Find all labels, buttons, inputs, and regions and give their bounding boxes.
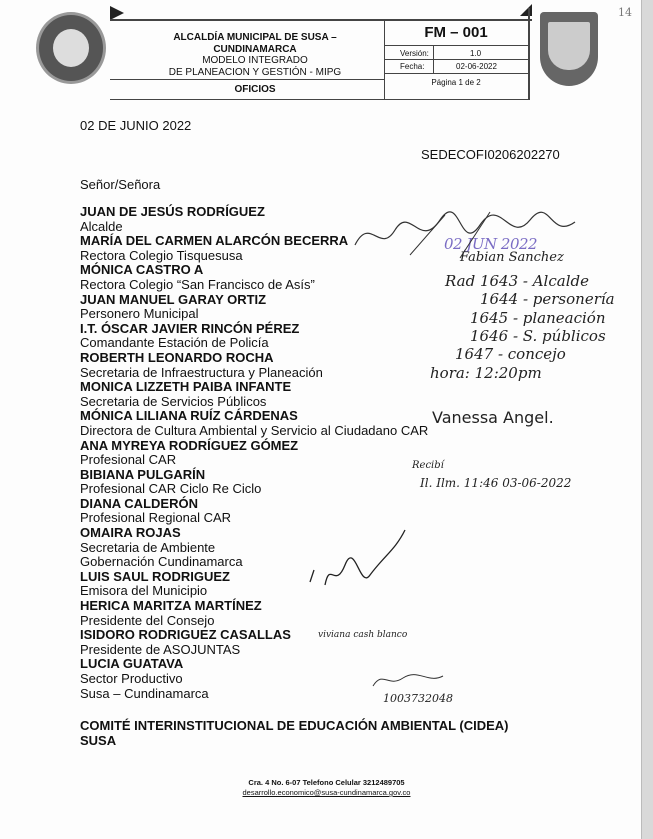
recipient-name: ANA MYREYA RODRÍGUEZ GÓMEZ	[80, 437, 299, 453]
received-stamp: 02 JUN 2022	[444, 235, 538, 253]
salutation: Señor/Señora	[80, 177, 161, 192]
scan-edge	[641, 0, 653, 839]
recipient-role: Secretaria de Infraestructura y Planeación	[80, 364, 323, 380]
handwritten-note: 1647 - concejo	[455, 345, 566, 363]
recipient-role: Rectora Colegio Tisquesusa	[80, 247, 243, 263]
footer-address: Cra. 4 No. 6-07 Telefono Celular 3212489705	[248, 778, 405, 787]
version-label: Versión:	[400, 49, 429, 58]
recipient-name: DIANA CALDERÓN	[80, 495, 198, 511]
signature	[368, 668, 448, 693]
recipient-role: Presidente de ASOJUNTAS	[80, 641, 241, 657]
recipient-name: HERICA MARITZA MARTÍNEZ	[80, 598, 262, 614]
handwritten-viviana: viviana cash blanco	[318, 630, 408, 640]
recipient-name: OMAIRA ROJAS	[80, 525, 181, 541]
recipient-name: I.T. ÓSCAR JAVIER RINCÓN PÉREZ	[80, 320, 300, 336]
susa-shield-logo	[540, 12, 598, 86]
recipient-role: Directora de Cultura Ambiental y Servicio al Ciudadano CAR	[80, 422, 429, 438]
recipient-name: ISIDORO RODRIGUEZ CASALLAS	[80, 627, 291, 643]
handwritten-date: Il. Ilm. 11:46 03-06-2022	[420, 476, 572, 490]
recipient-role: Emisora del Municipio	[80, 583, 208, 599]
page-mark: 14	[618, 6, 632, 19]
recipient-role: Profesional Regional CAR	[80, 510, 232, 526]
recipient-role: Profesional CAR	[80, 452, 177, 468]
recipient-name: JUAN DE JESÚS RODRÍGUEZ	[80, 204, 265, 219]
recipient-role: Comandante Estación de Policía	[80, 335, 269, 351]
recipient-role: Secretaria de Servicios Públicos	[80, 393, 267, 409]
handwritten-note: 1646 - S. públicos	[470, 327, 606, 345]
recipient-name: MONICA LIZZETH PAIBA INFANTE	[80, 379, 292, 395]
signature	[300, 520, 420, 595]
letter-date: 02 DE JUNIO 2022	[80, 118, 192, 133]
recipient-name: MARÍA DEL CARMEN ALARCÓN BECERRA	[80, 233, 349, 249]
recipient-role: Susa – Cundinamarca	[80, 685, 209, 701]
handwritten-name: Vanessa Angel.	[432, 408, 554, 427]
recipient-role: Gobernación Cundinamarca	[80, 554, 243, 570]
header-org: ALCALDÍA MUNICIPAL DE SUSA – CUNDINAMARCA MODELO INTEGRADO DE PLANEACION Y GESTIÓN - MIPG	[168, 32, 342, 78]
recipient-name: MÓNICA LILIANA RUÍZ CÁRDENAS	[80, 408, 298, 424]
handwritten-id: 1003732048	[383, 692, 453, 705]
handwritten-note: 1645 - planeación	[470, 309, 606, 327]
version-value: 1.0	[470, 49, 482, 58]
recipient-name: MÓNICA CASTRO A	[80, 262, 204, 278]
handwritten-note: Rad 1643 - Alcalde	[445, 272, 589, 290]
doc-type: OFICIOS	[234, 84, 276, 95]
recipient-name: ROBERTH LEONARDO ROCHA	[80, 349, 274, 365]
recipient-role: Sector Productivo	[80, 671, 183, 686]
colombia-seal-logo	[36, 12, 106, 84]
recipient-role: Rectora Colegio “San Francisco de Asís”	[80, 276, 315, 292]
date-label: Fecha:	[400, 62, 425, 71]
corner-mark	[520, 4, 532, 16]
recipient-name: BIBIANA PULGARÍN	[80, 466, 206, 482]
corner-mark	[110, 6, 124, 20]
recipient-name: LUIS SAUL RODRIGUEZ	[80, 568, 230, 584]
form-code: FM – 001	[424, 24, 488, 41]
footer-email[interactable]: desarrollo.economico@susa-cundinamarca.gov.co	[242, 788, 411, 797]
recipient-list	[80, 205, 428, 701]
page-indicator: Página 1 de 2	[431, 78, 481, 87]
recipient-role: Secretaria de Ambiente	[80, 539, 216, 555]
recipient-name: LUCIA GUATAVA	[80, 656, 184, 672]
letter-reference: SEDECOFI0206202270	[421, 147, 560, 162]
recipient-name: JUAN MANUEL GARAY ORTIZ	[80, 291, 267, 307]
handwritten-recibi: Recibí	[412, 460, 444, 471]
received-by: Fabian Sanchez	[460, 250, 564, 265]
committee: COMITÉ INTERINSTITUCIONAL DE EDUCACIÓN AMBIENTAL (CIDEA) SUSA	[80, 718, 509, 748]
recipient-role: Profesional CAR Ciclo Re Ciclo	[80, 481, 262, 497]
handwritten-note: 1644 - personería	[480, 290, 615, 308]
recipient-role: Presidente del Consejo	[80, 612, 215, 628]
handwritten-note: hora: 12:20pm	[430, 364, 542, 382]
date-value: 02-06-2022	[456, 62, 497, 71]
recipient-role: Alcalde	[80, 218, 123, 234]
recipient-role: Personero Municipal	[80, 306, 199, 322]
